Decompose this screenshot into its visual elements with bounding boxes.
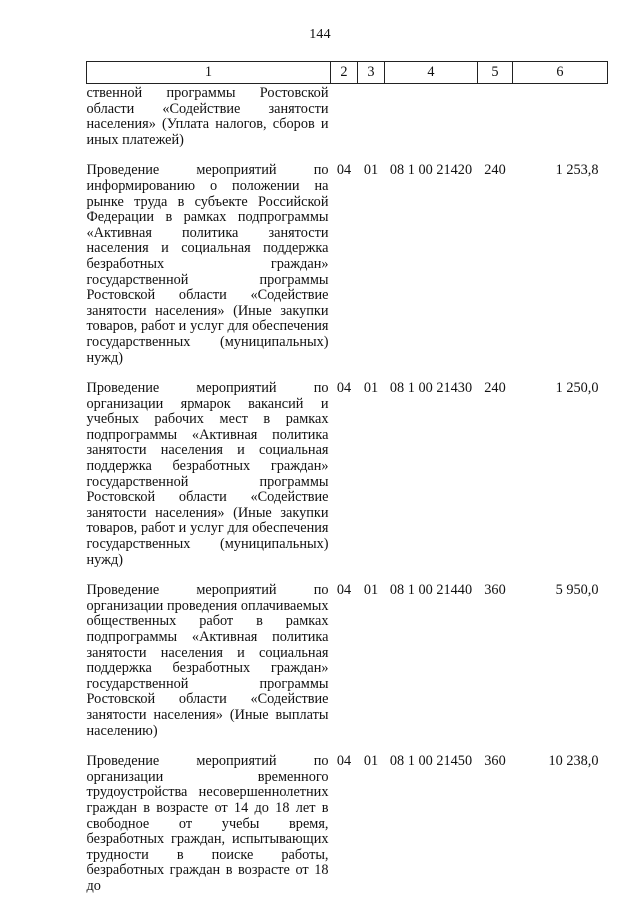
row-description: Проведение мероприятий по организации проведения оплачиваемых общественных работ в рамках подпрограммы «Активная политика занятости населения и социальная поддержка безработных граждан» государственной программы Ростовской области «Содействие занятости населения» (Иные выплаты населению) bbox=[86, 582, 329, 739]
budget-table bbox=[86, 61, 608, 910]
row-section: 04 bbox=[336, 753, 352, 770]
table-row bbox=[87, 163, 608, 381]
row-subsection: 01 bbox=[363, 162, 379, 179]
column-header-5: 5 bbox=[478, 62, 513, 84]
row-expense-type: 360 bbox=[484, 753, 506, 770]
row-expense-type: 360 bbox=[484, 582, 506, 599]
row-subsection: 01 bbox=[363, 582, 379, 599]
column-header-1: 1 bbox=[87, 62, 331, 84]
column-header-4: 4 bbox=[385, 62, 478, 84]
table-row bbox=[87, 754, 608, 909]
table-row-continuation bbox=[87, 84, 608, 164]
table-header-row bbox=[87, 62, 608, 84]
row-target-code: 08 1 00 21440 bbox=[389, 582, 473, 599]
column-header-6: 6 bbox=[513, 62, 608, 84]
row-description: Проведение мероприятий по организации ярмарок вакансий и учебных рабочих мест в рамках подпрограммы «Активная политика занятости населения и социальная поддержка безработных граждан» государственной программы Ростовской области «Содействие занятости населения» (Иные закупки товаров, работ и услуг для обеспечения государственных (муниципальных) нужд) bbox=[86, 380, 329, 568]
row-target-code: 08 1 00 21430 bbox=[389, 380, 473, 397]
row-section: 04 bbox=[336, 162, 352, 179]
row-amount: 5 950,0 bbox=[555, 582, 599, 599]
row-section: 04 bbox=[336, 380, 352, 397]
column-header-3: 3 bbox=[358, 62, 385, 84]
row-subsection: 01 bbox=[363, 380, 379, 397]
row-amount: 1 250,0 bbox=[555, 380, 599, 397]
page-number: 144 bbox=[309, 27, 331, 42]
row-amount: 10 238,0 bbox=[548, 753, 599, 770]
row-description: Проведение мероприятий по организации временного трудоустройства несовершеннолетних граждан в возрасте от 14 до 18 лет в свободное от учебы время, безработных граждан, испытывающих трудности в поиске работы, безработных граждан в возрасте от 18 до bbox=[86, 753, 329, 894]
row-target-code: 08 1 00 21450 bbox=[389, 753, 473, 770]
row-subsection: 01 bbox=[363, 753, 379, 770]
row-section: 04 bbox=[336, 582, 352, 599]
row-amount: 1 253,8 bbox=[555, 162, 599, 179]
table-row bbox=[87, 583, 608, 754]
row-expense-type: 240 bbox=[484, 380, 506, 397]
row-target-code: 08 1 00 21420 bbox=[389, 162, 473, 179]
row-description: ственной программы Ростовской области «Содействие занятости населения» (Уплата налогов, сборов и иных платежей) bbox=[86, 85, 329, 148]
row-expense-type: 240 bbox=[484, 162, 506, 179]
row-description: Проведение мероприятий по информированию о положении на рынке труда в субъекте Российской Федерации в рамках подпрограммы «Активная политика занятости населения и социальная поддержка безработных граждан» государственной программы Ростовской области «Содействие занятости населения» (Иные закупки товаров, работ и услуг для обеспечения государственных (муниципальных) нужд) bbox=[86, 162, 329, 366]
column-header-2: 2 bbox=[331, 62, 358, 84]
table-row bbox=[87, 381, 608, 583]
